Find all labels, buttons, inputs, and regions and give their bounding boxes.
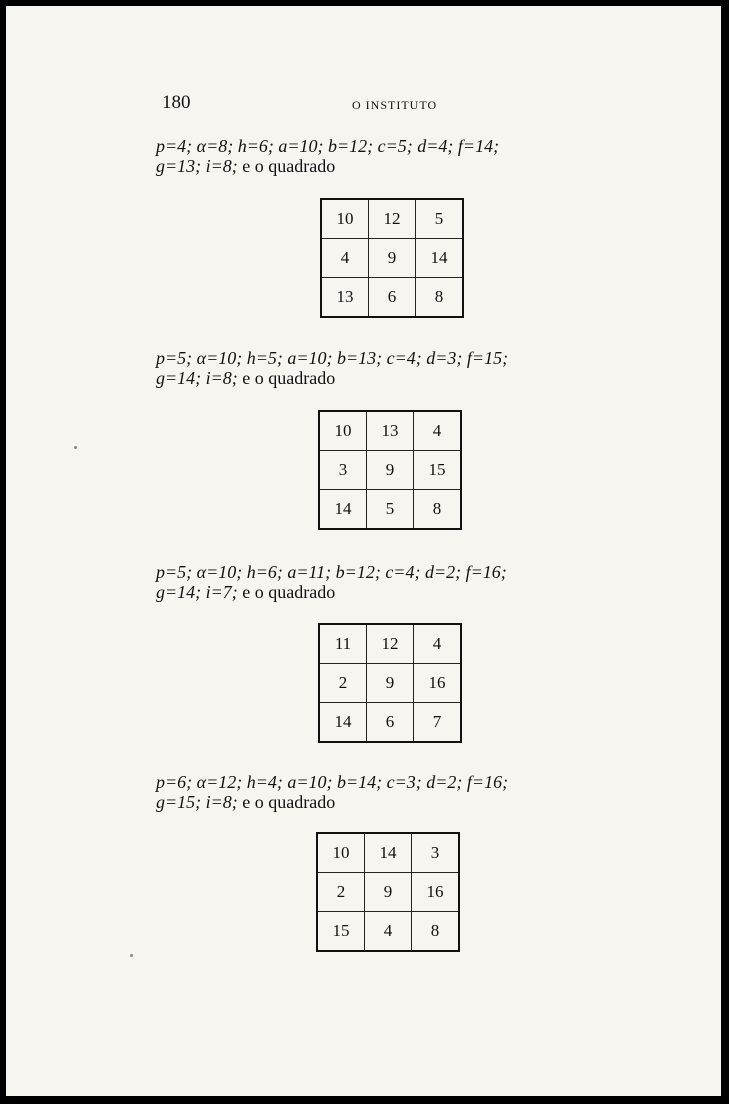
square-cell: 14 — [365, 833, 412, 873]
square-row — [319, 703, 461, 743]
square-cell: 10 — [321, 199, 369, 239]
magic-square-1 — [320, 198, 464, 318]
journal-title: O INSTITUTO — [352, 98, 438, 112]
square-row — [319, 411, 461, 451]
square-cell: 13 — [367, 411, 414, 451]
formula-caption: e o quadrado — [237, 582, 336, 602]
formula-block-3 — [156, 562, 636, 602]
square-cell: 10 — [319, 411, 367, 451]
square-cell: 12 — [369, 199, 416, 239]
formula-line: p=5; α=10; h=6; a=11; b=12; c=4; d=2; f=16; — [156, 562, 507, 582]
page-number: 180 — [162, 92, 191, 113]
paper-speck — [74, 446, 77, 449]
square-cell: 2 — [317, 873, 365, 912]
formula-caption: e o quadrado — [237, 368, 336, 388]
paper-speck — [130, 954, 133, 957]
square-cell: 4 — [414, 624, 462, 664]
square-cell: 14 — [319, 490, 367, 530]
square-row — [317, 873, 459, 912]
square-cell: 15 — [414, 451, 462, 490]
square-cell: 3 — [412, 833, 460, 873]
formula-line-2 — [156, 582, 636, 602]
page-header — [6, 92, 721, 118]
formula-block-1 — [156, 136, 636, 176]
square-cell: 9 — [367, 451, 414, 490]
square-row — [321, 278, 463, 318]
formula-values: g=15; i=8; — [156, 792, 238, 812]
formula-caption: e o quadrado — [237, 156, 336, 176]
square-cell: 2 — [319, 664, 367, 703]
square-cell: 9 — [369, 239, 416, 278]
square-row — [319, 624, 461, 664]
square-row — [319, 664, 461, 703]
square-row — [319, 490, 461, 530]
formula-line: p=5; α=10; h=5; a=10; b=13; c=4; d=3; f=15; — [156, 348, 509, 368]
square-cell: 14 — [319, 703, 367, 743]
square-row — [317, 912, 459, 952]
square-cell: 16 — [412, 873, 460, 912]
square-row — [319, 451, 461, 490]
square-cell: 3 — [319, 451, 367, 490]
formula-values: g=14; i=7; — [156, 582, 238, 602]
formula-line-2 — [156, 792, 636, 812]
square-cell: 15 — [317, 912, 365, 952]
square-cell: 12 — [367, 624, 414, 664]
formula-values: g=14; i=8; — [156, 368, 238, 388]
formula-values: g=13; i=8; — [156, 156, 238, 176]
square-cell: 8 — [414, 490, 462, 530]
square-cell: 5 — [367, 490, 414, 530]
square-cell: 16 — [414, 664, 462, 703]
document-page — [6, 6, 721, 1096]
square-row — [321, 239, 463, 278]
square-cell: 14 — [416, 239, 464, 278]
magic-square-4 — [316, 832, 460, 952]
magic-square-2 — [318, 410, 462, 530]
square-cell: 4 — [365, 912, 412, 952]
square-cell: 13 — [321, 278, 369, 318]
square-cell: 5 — [416, 199, 464, 239]
magic-square-3 — [318, 623, 462, 743]
formula-caption: e o quadrado — [237, 792, 336, 812]
square-cell: 4 — [414, 411, 462, 451]
square-cell: 6 — [369, 278, 416, 318]
square-cell: 9 — [365, 873, 412, 912]
square-cell: 8 — [412, 912, 460, 952]
square-cell: 8 — [416, 278, 464, 318]
square-cell: 7 — [414, 703, 462, 743]
square-row — [321, 199, 463, 239]
square-cell: 11 — [319, 624, 367, 664]
formula-block-4 — [156, 772, 636, 812]
square-row — [317, 833, 459, 873]
square-cell: 10 — [317, 833, 365, 873]
square-cell: 4 — [321, 239, 369, 278]
formula-line: p=4; α=8; h=6; a=10; b=12; c=5; d=4; f=14; — [156, 136, 500, 156]
square-cell: 9 — [367, 664, 414, 703]
formula-line-2 — [156, 368, 636, 388]
formula-line-2 — [156, 156, 636, 176]
square-cell: 6 — [367, 703, 414, 743]
formula-line: p=6; α=12; h=4; a=10; b=14; c=3; d=2; f=16; — [156, 772, 509, 792]
formula-block-2 — [156, 348, 636, 388]
